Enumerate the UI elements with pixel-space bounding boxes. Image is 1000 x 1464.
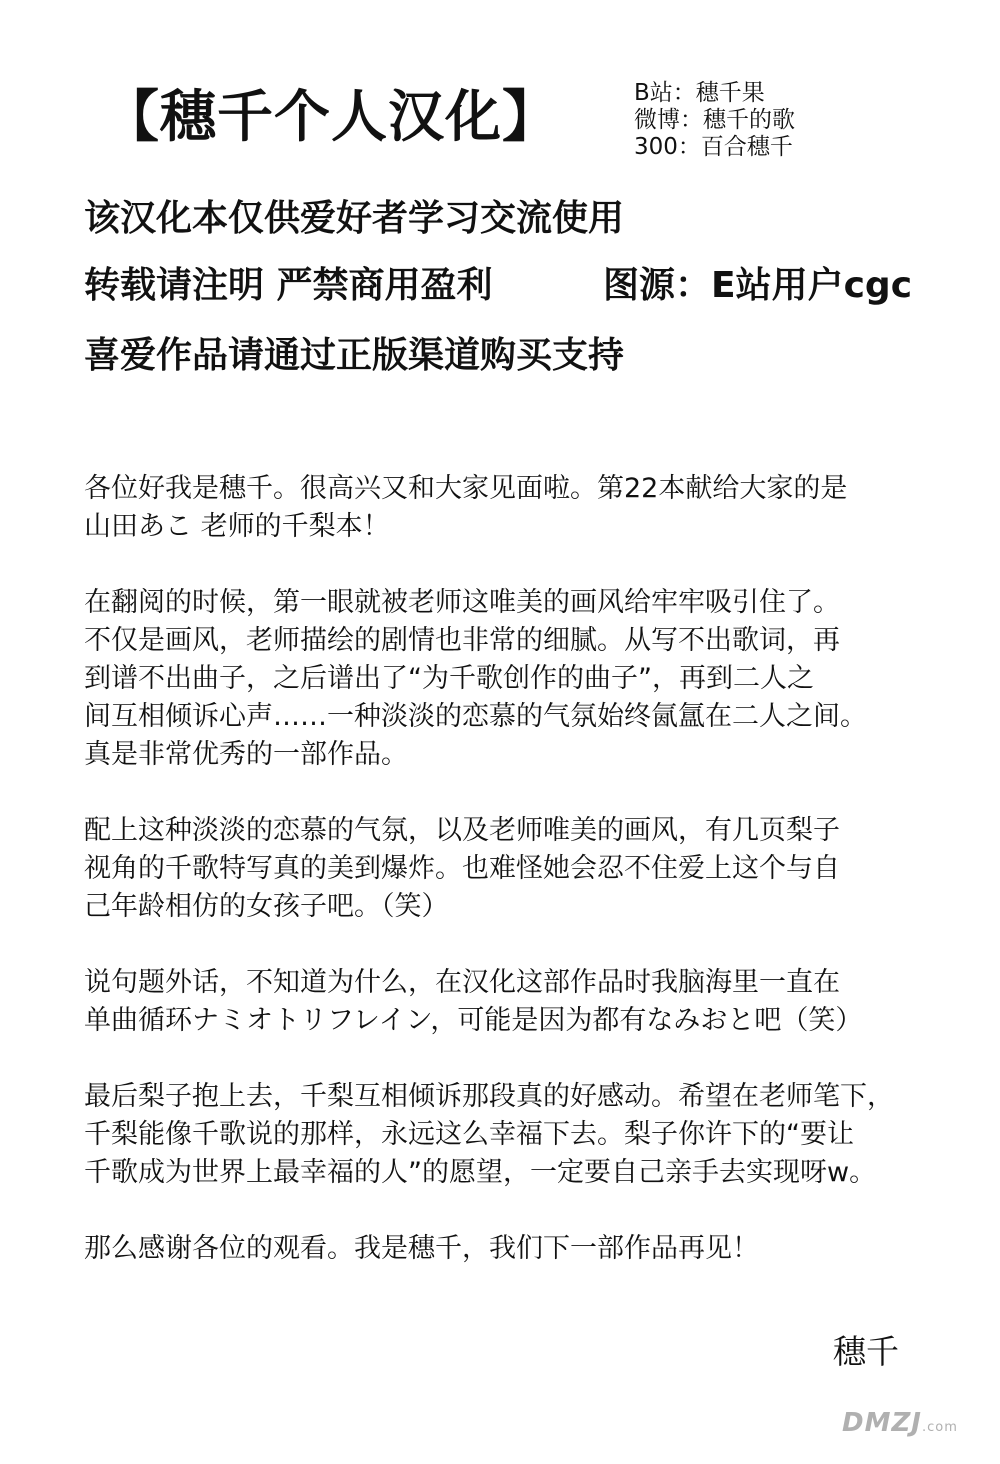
contact-300: 300：百合穗千 — [634, 134, 793, 160]
text-line: 那么感谢各位的观看。我是穗千，我们下一部作品再见！ — [84, 1233, 759, 1264]
text-line: 配上这种淡淡的恋慕的气氛，以及老师唯美的画风，有几页梨子 — [84, 815, 840, 846]
paragraph-ending — [84, 1078, 924, 1192]
contact-info — [634, 80, 795, 161]
paragraph-art — [84, 812, 924, 926]
text-line: 最后梨子抱上去，千梨互相倾诉那段真的好感动。希望在老师笔下， — [84, 1081, 894, 1112]
text-line: 不仅是画风，老师描绘的剧情也非常的细腻。从写不出歌词，再 — [84, 625, 840, 656]
watermark-brand: DMZJ — [842, 1408, 922, 1438]
page-title: 【穗千个人汉化】 — [103, 85, 559, 150]
text-line: 视角的千歌特写真的美到爆炸。也难怪她会忍不住爱上这个与自 — [84, 853, 840, 884]
text-line: 到谱不出曲子，之后谱出了“为千歌创作的曲子”，再到二人之 — [84, 663, 814, 694]
text-line: 间互相倾诉心声……一种淡淡的恋慕的气氛始终氤氲在二人之间。 — [84, 701, 867, 732]
contact-weibo: 微博：穗千的歌 — [634, 107, 795, 133]
text-line: 各位好我是穗千。很高兴又和大家见面啦。第22本献给大家的是 — [84, 473, 848, 504]
text-line: 在翻阅的时候，第一眼就被老师这唯美的画风给牢牢吸引住了。 — [84, 587, 840, 618]
text-line: 千梨能像千歌说的那样，永远这么幸福下去。梨子你许下的“要让 — [84, 1119, 854, 1150]
text-line: 己年龄相仿的女孩子吧。（笑） — [84, 891, 449, 922]
text-line: 说句题外话，不知道为什么，在汉化这部作品时我脑海里一直在 — [84, 967, 840, 998]
contact-bilibili: B站：穗千果 — [634, 80, 765, 106]
notice-usage: 该汉化本仅供爱好者学习交流使用 — [84, 198, 625, 239]
site-watermark-logo — [842, 1408, 958, 1438]
watermark-domain: .com — [921, 1420, 958, 1435]
paragraph-impression — [84, 584, 924, 774]
text-line: 真是非常优秀的一部作品。 — [84, 739, 408, 770]
text-line: 山田あこ 老师的千梨本！ — [84, 511, 390, 542]
notice-repost: 转载请注明 严禁商用盈利 — [84, 265, 493, 306]
paragraph-farewell — [84, 1230, 924, 1268]
afterword-body — [84, 470, 924, 1306]
text-line: 单曲循环ナミオトリフレイン，可能是因为都有なみおと吧（笑） — [84, 1005, 863, 1036]
signature: 穗千 — [833, 1332, 899, 1371]
paragraph-aside — [84, 964, 924, 1040]
text-line: 千歌成为世界上最幸福的人”的愿望，一定要自己亲手去实现呀w。 — [84, 1157, 877, 1188]
paragraph-greeting — [84, 470, 924, 546]
notice-support: 喜爱作品请通过正版渠道购买支持 — [84, 335, 625, 376]
notice-image-source: 图源：E站用户cgc — [603, 265, 913, 306]
